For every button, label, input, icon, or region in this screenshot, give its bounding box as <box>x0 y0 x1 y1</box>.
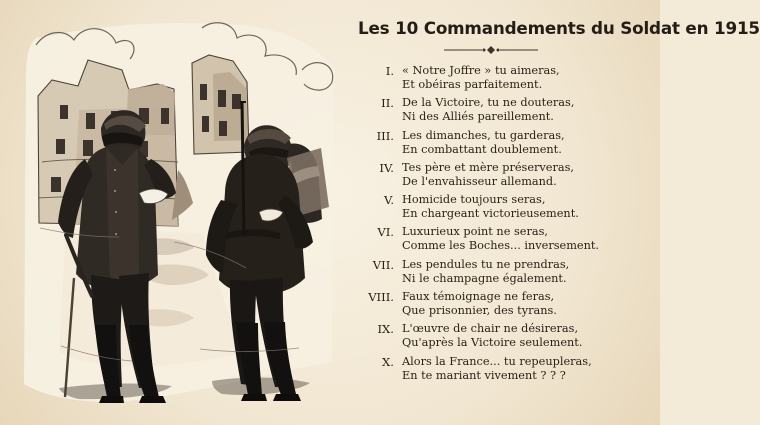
commandment-line-2: Qu'après la Victoire seulement. <box>402 336 583 350</box>
commandment-item <box>358 258 626 290</box>
commandment-number: III. <box>376 128 394 143</box>
commandment-line-2: Que prisonnier, des tyrans. <box>402 304 557 318</box>
commandment-line-2: De l'envahisseur allemand. <box>402 174 557 188</box>
commandment-line-1: Homicide toujours seras, <box>402 193 546 207</box>
commandment-line-2: Comme les Boches... inversement. <box>402 239 600 253</box>
soldiers-illustration <box>18 10 348 412</box>
commandment-line-2: Ni le champagne également. <box>402 271 567 285</box>
commandment-item <box>358 290 626 322</box>
commandment-item <box>358 322 626 354</box>
commandment-number: VIII. <box>368 290 394 305</box>
commandment-line-2: En te mariant vivement ? ? ? <box>402 368 566 382</box>
commandment-line-2: Et obéiras parfaitement. <box>402 78 543 91</box>
commandment-number: I. <box>385 64 394 78</box>
commandment-number: X. <box>382 354 394 369</box>
commandment-item <box>358 193 626 225</box>
commandment-line-1: De la Victoire, tu ne douteras, <box>402 96 575 110</box>
commandment-item <box>358 355 626 387</box>
commandment-line-1: Tes père et mère préserveras, <box>402 160 575 174</box>
commandment-number: IX. <box>377 322 394 337</box>
commandment-number: IV. <box>379 160 394 175</box>
commandment-item <box>358 129 626 161</box>
commandment-line-1: Faux témoignage ne feras, <box>402 290 555 304</box>
commandment-item <box>358 225 626 257</box>
commandment-line-1: Les pendules tu ne prendras, <box>402 257 570 271</box>
commandment-number: VI. <box>377 225 394 240</box>
commandment-item <box>358 96 626 128</box>
commandment-number: V. <box>383 193 394 208</box>
commandment-line-1: Les dimanches, tu garderas, <box>402 128 565 142</box>
commandment-number: II. <box>381 96 394 111</box>
commandment-number: VII. <box>372 257 394 272</box>
commandment-line-2: Ni des Alliés pareillement. <box>402 110 554 124</box>
commandment-line-1: « Notre Joffre » tu aimeras, <box>402 64 560 77</box>
commandment-line-2: En chargeant victorieusement. <box>402 207 579 221</box>
commandment-item <box>358 64 626 96</box>
commandment-line-1: L'œuvre de chair ne désireras, <box>402 322 579 336</box>
commandment-line-1: Luxurieux point ne seras, <box>402 225 548 239</box>
commandment-line-1: Alors la France... tu repeupleras, <box>402 354 592 368</box>
commandments-list <box>358 64 626 387</box>
commandment-item <box>358 161 626 193</box>
page-title: Les 10 Commandements du Soldat en 1915 <box>358 18 760 38</box>
title-ornament <box>444 45 538 55</box>
commandment-line-2: En combattant doublement. <box>402 142 562 156</box>
